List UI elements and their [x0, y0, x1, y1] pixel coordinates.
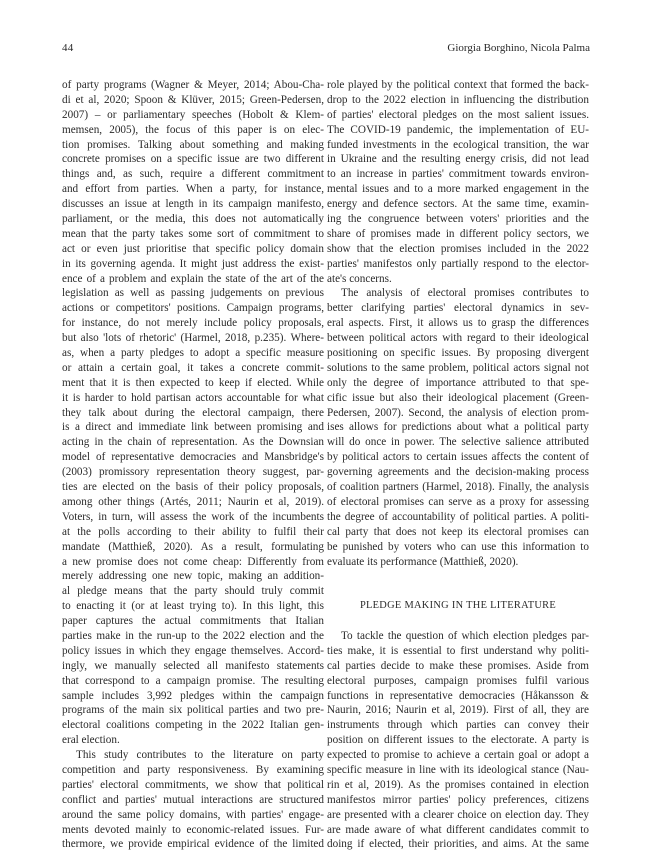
text-line: governing agreements and the decision-making process [327, 466, 589, 479]
text-line: ises allows for predictions about what a political party [327, 421, 589, 434]
text-line: rin et al, 2019). As the promises contained in election [327, 778, 589, 791]
text-line: conflict and parties' mutual interactions are structured [62, 793, 324, 806]
text-line: tion promises. Talking about something and making [62, 138, 324, 151]
text-line: things and, as such, require a different commitment [62, 168, 324, 181]
running-header-authors: Giorgia Borghino, Nicola Palma [447, 42, 590, 54]
text-line: are made aware of what different candidates commit to [327, 823, 589, 836]
text-line: energy and defence sectors. At the same time, examin- [327, 198, 589, 211]
text-line: of electoral promises can serve as a proxy for assessing [327, 495, 589, 508]
text-line: around the same policy domains, with parties' engage- [62, 808, 324, 821]
text-line: ties make, it is essential to first understand why politi- [327, 644, 589, 657]
left-text-column [62, 78, 324, 852]
text-line: be punished by voters who can use this information to [327, 540, 589, 553]
text-line: cal party that does not keep its electoral promises can [327, 525, 589, 538]
text-line: memsen, 2005), the focus of this paper is on elec- [62, 123, 324, 136]
right-column-section-text [327, 629, 589, 852]
text-line: electoral purposes, campaign promises fulfil various [327, 674, 589, 687]
text-line: Pedersen, 2007). Second, the analysis of election prom- [327, 406, 589, 419]
page-number: 44 [62, 42, 74, 54]
text-line: functions in representative democracies (Håkansson & [327, 689, 589, 702]
text-line: electoral coalitions competing in the 2022 Italian gen- [62, 719, 324, 732]
text-line: as, when a party pledges to adopt a specific measure [62, 347, 324, 360]
right-column-intro-text [327, 78, 589, 569]
text-line: between political actors with regard to their ideological [327, 332, 589, 345]
text-line: that correspond to a campaign promise. The resulting [62, 674, 324, 687]
text-line: ence of a problem and explain the state of the art of the [62, 272, 324, 285]
text-line: parliament, or the media, this does not automatically [62, 213, 324, 226]
text-line: model of representative democracies and Mansbridge's [62, 451, 324, 464]
text-line: funded investments in the ecological transition, the war [327, 138, 589, 151]
right-text-column [327, 78, 589, 852]
text-line: it is harder to hold partisan actors accountable for what [62, 391, 324, 404]
text-line: cal parties decide to make these promises. Aside from [327, 659, 589, 672]
text-line: sample includes 3,992 pledges within the campaign [62, 689, 324, 702]
text-line: positioning on specific issues. By proposing divergent [327, 347, 589, 360]
spacer [327, 569, 589, 584]
text-line: parties make in the run-up to the 2022 election and the [62, 629, 324, 642]
text-line: paper captures the actual commitments that Italian [62, 615, 324, 628]
text-line: at the polls according to their ability to fulfil their [62, 525, 324, 538]
text-line: ing the congruence between voters' priorities and the [327, 213, 589, 226]
text-line: drop to the 2022 election in influencing the distribution [327, 93, 589, 106]
text-line: in its governing agenda. It might just address the exist- [62, 257, 324, 270]
text-line: programs of the main six political parties and two pre- [62, 704, 324, 717]
text-line: mental issues and to a more marked engagement in the [327, 183, 589, 196]
text-line: show that the election promises included in the 2022 [327, 242, 589, 255]
text-line: parties' electoral commitments, we show that political [62, 778, 324, 791]
text-line: the degree of accountability of political parties. A politi- [327, 510, 589, 523]
text-line: ingly, we manually selected all manifesto statements [62, 659, 324, 672]
text-line: Voters, in turn, will assess the work of the incumbents [62, 510, 324, 523]
text-line: al pledge means that the party should truly commit [62, 585, 324, 598]
text-line: This study contributes to the literature on party [76, 749, 324, 762]
text-line: ment that it is then expected to keep if elected. While [62, 376, 324, 389]
text-line: acting in the chain of representation. As the Downsian [62, 436, 324, 449]
spacer [327, 614, 589, 629]
text-line: di et al, 2020; Spoon & Klüver, 2015; Green-Pedersen, [62, 93, 324, 106]
text-line: policy issues in which they engage themselves. Accord- [62, 644, 324, 657]
text-line: a new promise does not come cheap: Differently from [62, 555, 324, 568]
text-line: share of promises made in different policy sectors, we [327, 227, 589, 240]
text-line: The COVID-19 pandemic, the implementation of EU- [327, 123, 589, 136]
text-line: mandate (Matthieß, 2020). As a result, formulating [62, 540, 324, 553]
text-line: cific issue but also their ideological placement (Green- [327, 391, 589, 404]
text-line: manifestos mirror parties' policy preferences, citizens [327, 793, 589, 806]
text-line: of coalition partners (Harmel, 2018). Finally, the analysis [327, 481, 589, 494]
text-line: among other things (Artés, 2011; Naurin et al, 2019). [62, 495, 324, 508]
text-line: to an increase in parties' commitment towards environ- [327, 168, 589, 181]
text-line: role played by the political context that formed the back- [327, 79, 589, 91]
text-line: ate's concerns. [327, 272, 392, 285]
text-line: actions or competitors' positions. Campaign programs, [62, 302, 324, 315]
text-line: to enacting it (or at least trying to). In this light, this [62, 600, 324, 613]
text-line: The analysis of electoral promises contributes to [341, 287, 589, 300]
text-line: discusses an issue at length in its campaign manifesto, [62, 198, 324, 211]
text-line: expected to promise to achieve a certain goal or adopt a [327, 749, 589, 762]
text-line: but also 'lots of rhetoric' (Harmel, 2018, p.235). Where- [62, 332, 324, 345]
text-line: they talk about during the electoral campaign, there [62, 406, 324, 419]
text-line: (2003) promissory representation theory suggest, par- [62, 466, 324, 479]
text-line: better clarifying parties' electoral dynamics in sev- [327, 302, 589, 315]
text-line: only the degree of importance attributed to that spe- [327, 376, 589, 389]
text-line: mean that the party takes some sort of commitment to [62, 227, 324, 240]
text-line: 2007) – or parliamentary speeches (Hobolt & Klem- [62, 108, 324, 121]
text-line: doing if elected, their priorities, and aims. At the same [327, 838, 589, 851]
text-line: in Ukraine and the resulting energy crisis, did not lead [327, 153, 589, 166]
text-line: position on different issues to the electorate. A party is [327, 734, 589, 747]
text-line: instruments through which parties can convey their [327, 719, 589, 732]
text-line: by political actors to certain issues affects the content of [327, 451, 589, 464]
spacer [327, 584, 589, 599]
text-line: solutions to the same problem, political actors signal not [327, 361, 589, 374]
text-line: eral election. [62, 734, 120, 747]
text-line: Naurin, 2016; Naurin et al, 2019). First of all, they are [327, 704, 589, 717]
text-line: legislation as well as passing judgements on previous [62, 287, 324, 300]
text-line: competition and party responsiveness. By examining [62, 763, 324, 776]
text-line: act or even just prioritise that specific policy domain [62, 242, 324, 255]
text-line: merely addressing one new topic, making an addition- [62, 570, 324, 583]
section-heading: PLEDGE MAKING IN THE LITERATURE [359, 600, 557, 612]
text-line: evaluate its performance (Matthieß, 2020). [327, 555, 519, 568]
text-line: thermore, we provide empirical evidence of the limited [62, 838, 324, 851]
text-line: specific measure in line with its ideological stance (Nau- [327, 763, 589, 776]
text-line: ties are elected on the basis of their policy proposals, [62, 481, 324, 494]
text-line: is a direct and immediate link between promising and [62, 421, 324, 434]
text-line: of party programs (Wagner & Meyer, 2014; Abou-Cha- [62, 79, 324, 91]
text-line: and effort from parties. When a party, for instance, [62, 183, 324, 196]
text-line: To tackle the question of which election pledges par- [341, 629, 589, 642]
text-line: or attain a certain goal, it takes a concrete commit- [62, 361, 324, 374]
text-line: of parties' electoral pledges on the most salient issues. [327, 108, 589, 121]
text-line: parties' manifestos only partially respond to the elector- [327, 257, 589, 270]
text-line: eral aspects. First, it allows us to grasp the differences [327, 317, 589, 330]
text-line: for instance, do not merely include policy proposals, [62, 317, 324, 330]
text-line: are presented with a clearer choice on election day. They [327, 808, 589, 821]
text-line: ments devoted mainly to economic-related issues. Fur- [62, 823, 324, 836]
text-line: will do once in power. The selective salience attributed [327, 436, 589, 449]
text-line: concrete promises on a specific issue are two different [62, 153, 324, 166]
